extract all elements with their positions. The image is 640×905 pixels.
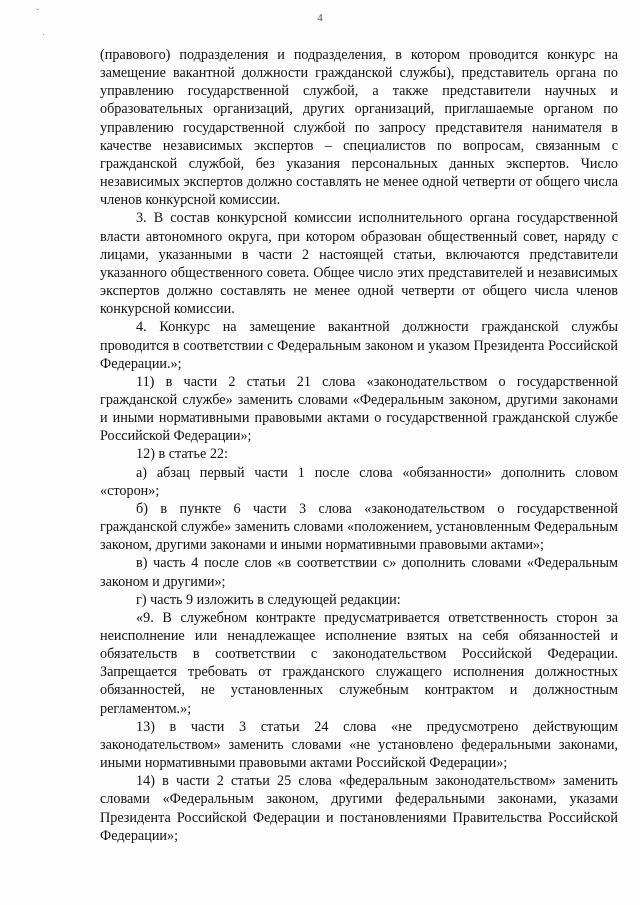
paragraph: а) абзац первый части 1 после слова «обязанности» дополнить словом «сторон»;: [100, 464, 618, 499]
paragraph: в) часть 4 после слов «в соответствии с» дополнить словами «Федеральным законом и другими»;: [100, 555, 618, 590]
paragraph: 14) в части 2 статьи 25 слова «федеральным законодательством» заменить словами «Федеральным законом, другими федеральными законами, указами Президента Российской Федерации и постановлениями Правительства Российской Федерации»;: [100, 773, 618, 844]
paragraph: «9. В служебном контракте предусматривается ответственность сторон за неисполнение или ненадлежащее исполнение взятых на себя обязанностей и обязательств в соответствии с законодательством Российской Федерации. Запрещается требовать от гражданского служащего исполнения должностных обязанностей, не установленных служебным контрактом и должностным регламентом.»;: [100, 609, 618, 717]
scan-mark: ˇ: [36, 8, 40, 19]
paragraph: (правового) подразделения и подразделения, в котором проводится конкурс на замещение вакантной должности гражданской службы), представитель органа по управлению государственной службой, а также представители научных и образовательных организаций, других организаций, приглашаемые органом по управлению государственной службой по запросу представителя нанимателя в качестве независимых экспертов – специалистов по вопросам, связанным с гражданской службой, без указания персональных данных экспертов. Число независимых экспертов должно составлять не менее одной четверти от общего числа членов конкурсной комиссии.: [100, 47, 618, 209]
scan-mark: ·: [42, 30, 46, 41]
paragraph: 4. Конкурс на замещение вакантной должности гражданской службы проводится в соответствии с Федеральным законом и указом Президента Российской Федерации.»;: [100, 319, 618, 372]
paragraph: б) в пункте 6 части 3 слова «законодательством о государственной гражданской службе» заменить словами «положением, установленным Федеральным законом, другими законами и иными нормативными правовыми актами»;: [100, 500, 618, 554]
paragraph: 13) в части 3 статьи 24 слова «не предусмотрено действующим законодательством» заменить словами «не установлено федеральными законами, иными нормативными правовыми актами Российской Федерации»;: [100, 718, 618, 772]
page-number: 4: [317, 12, 323, 24]
paragraph: г) часть 9 изложить в следующей редакции:: [136, 591, 401, 608]
paragraph: 12) в статье 22:: [136, 446, 228, 463]
document-body: [100, 46, 618, 845]
paragraph: 3. В состав конкурсной комиссии исполнительного органа государственной власти автономного округа, при котором образован общественный совет, наряду с лицами, указанными в части 2 настоящей статьи, включаются представители указанного общественного совета. Общее число этих представителей и независимых экспертов должно составлять не менее одной четверти от общего числа членов конкурсной комиссии.: [100, 210, 618, 318]
paragraph: 11) в части 2 статьи 21 слова «законодательством о государственной гражданской службе» заменить словами «Федеральным законом, другими законами и иными нормативными правовыми актами о государственной гражданской службе Российской Федерации»;: [100, 373, 618, 445]
